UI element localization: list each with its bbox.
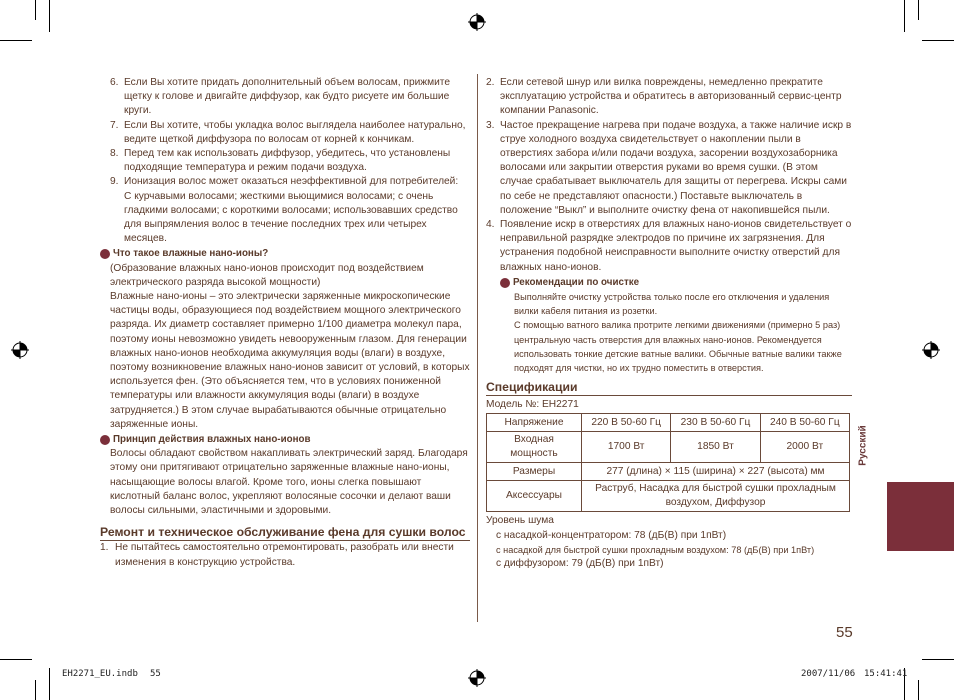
footer-time: 15:41:41 <box>864 669 908 679</box>
item-number: 7. <box>110 119 119 131</box>
principle-description: Волосы обладают свойством накапливать электрический заряд. Благодаря этому они притягивают отрицательно заряженные влажные нано-ионы, насыщающие волосы влагой. Кроме того, ионы слегка повышают кислотный баланс волос, укрепляют волосяные сосочки и делают ваши волосы сильными, эластичными и здоровыми. <box>110 448 468 517</box>
list-item <box>100 76 470 119</box>
crop-mark <box>0 659 32 660</box>
list-item <box>100 175 470 246</box>
language-side-label <box>857 412 897 482</box>
list-item <box>100 119 470 147</box>
nano-ions-heading <box>100 247 470 261</box>
principle-heading <box>100 433 470 447</box>
voltage-value: 240 В 50-60 Гц <box>760 414 849 432</box>
item-number: 8. <box>110 148 119 160</box>
item-extra-text: С курчавыми волосами; жесткими вьющимися волосами; с очень гладкими волосами; с короткими волосами; использовавших средство для выпрямления волос в течение последних трех или четырех месяцев. <box>124 190 458 245</box>
language-tab <box>887 482 954 551</box>
item-text: Если Вы хотите придать дополнительный объем волосам, прижмите щетку к голове и двигайте диффузор, как будто рисуете им большие круги. <box>124 77 451 117</box>
power-value: 1700 Вт <box>582 432 671 463</box>
registration-mark-icon <box>468 669 486 687</box>
footer-date: 2007/11/06 <box>801 669 856 679</box>
left-column <box>100 76 470 570</box>
voltage-value: 220 В 50-60 Гц <box>582 414 671 432</box>
item-number: 9. <box>110 176 119 188</box>
noise-line: с диффузором: 79 (дБ(В) при 1пВт) <box>496 558 664 570</box>
cleaning-method: С помощью ватного валика протрите легкими движениями (примерно 5 раз) центральную часть отверстия для влажных нано-ионов. Рекомендуется использовать тонкие детские ватные валики. Обычные ватные валики также подходят для чистки, но их трудно поместить в отверстия. <box>514 320 842 374</box>
language-label-text: Русский <box>857 425 869 466</box>
item-text: Если сетевой шнур или вилка повреждены, немедленно прекратите эксплуатацию устройства и обратитесь в авторизованный сервис-центр компании Panasonic. <box>500 77 842 117</box>
item-number: 1. <box>100 542 109 554</box>
footer-file-name: EH2271_EU.indb <box>62 669 138 679</box>
crop-mark <box>922 659 954 660</box>
item-number: 4. <box>486 219 495 231</box>
size-value: 277 (длина) × 115 (ширина) × 227 (высота) мм <box>582 463 850 481</box>
power-label: Входная мощность <box>487 432 582 463</box>
bullet-icon <box>100 249 110 259</box>
noise-title: Уровень шума <box>486 515 554 527</box>
item-number: 6. <box>110 77 119 88</box>
bullet-icon <box>100 435 110 445</box>
specifications-title: Спецификации <box>486 379 852 396</box>
table-row <box>487 463 850 481</box>
principle-heading-text: Принцип действия влажных нано-ионов <box>113 434 311 446</box>
usage-tips-list <box>100 76 470 246</box>
accessories-value: Раструб, Насадка для быстрой сушки прохладным воздухом, Диффузор <box>582 481 850 512</box>
bullet-icon <box>500 278 510 288</box>
list-item <box>100 147 470 175</box>
cleaning-heading-text: Рекомендации по очистке <box>513 276 640 288</box>
crop-mark <box>922 40 954 41</box>
nano-ions-heading-text: Что такое влажные нано-ионы? <box>113 248 269 260</box>
noise-line: с насадкой-концентратором: 78 (дБ(В) при 1пВт) <box>496 529 727 541</box>
item-text: Не пытайтесь самостоятельно отремонтировать, разобрать или внести изменения в конструкцию устройства. <box>115 542 454 568</box>
cleaning-instruction: Выполняйте очистку устройства только после его отключения и удаления вилки кабеля питания из розетки. <box>514 292 830 317</box>
item-text: Ионизация волос может оказаться неэффективной для потребителей: <box>124 176 459 188</box>
item-number: 2. <box>486 77 495 88</box>
column-divider <box>477 74 478 622</box>
right-column <box>486 76 852 571</box>
crop-mark <box>35 0 36 20</box>
voltage-label: Напряжение <box>487 414 582 432</box>
crop-mark <box>918 680 919 700</box>
nano-ions-note: (Образование влажных нано-ионов происходит под воздействием электрического разряда высокой мощности) <box>110 262 424 288</box>
registration-mark-icon <box>11 341 29 359</box>
crop-mark <box>0 40 32 41</box>
item-text: Если Вы хотите, чтобы укладка волос выглядела наиболее натурально, ведите щеткой диффузора по волосам от корней к кончикам. <box>124 119 466 145</box>
repair-list <box>100 541 470 569</box>
item-number: 3. <box>486 119 495 131</box>
crop-mark <box>904 0 905 32</box>
crop-mark <box>35 680 36 700</box>
footer-file-page: 55 <box>150 669 161 679</box>
list-item <box>486 218 852 275</box>
repair-list-continued <box>486 76 852 275</box>
cleaning-heading <box>500 276 852 290</box>
list-item <box>100 541 470 569</box>
item-text: Перед тем как использовать диффузор, убедитесь, что установлены подходящие температура и режим подачи воздуха. <box>124 148 451 174</box>
model-number: Модель №: EH2271 <box>486 399 579 411</box>
registration-mark-icon <box>922 341 940 359</box>
list-item <box>486 76 852 119</box>
registration-mark-icon <box>468 13 486 31</box>
power-value: 1850 Вт <box>671 432 760 463</box>
noise-line: с насадкой для быстрой сушки прохладным воздухом: 78 (дБ(В) при 1пВт) <box>496 544 815 555</box>
item-text: Частое прекращение нагрева при подаче воздуха, а также наличие искр в струе холодного воздуха свидетельствует о накоплении пыли в отверстиях забора и/или подачи воздуха, засорении воздухозаборника волосами или закрытии отверстия руками во время сушки. (В этом случае срабатывает выключатель для защиты от перегрева. Искры сами по себе не представляют опасности.) Поставьте выключатель в положение “Выкл” и выполните очистку фена от накопившейся пыли. <box>500 119 852 216</box>
table-row <box>487 414 850 432</box>
power-value: 2000 Вт <box>760 432 849 463</box>
crop-mark <box>49 668 50 700</box>
voltage-value: 230 В 50-60 Гц <box>671 414 760 432</box>
crop-mark <box>918 0 919 20</box>
item-text: Появление искр в отверстиях для влажных нано-ионов свидетельствует о неправильной разрядке электродов по причине их загрязнения. Для устранения подобной неисправности выполните очистку отверстий для влажных нано-ионов. <box>500 219 852 273</box>
nano-ions-description: Влажные нано-ионы – это электрически заряженные микроскопические частицы воды, образующиеся под воздействием мощного электрического разряда. Их диаметр составляет примерно 1/100 диаметра молекул пара, поэтому ионы невозможно увидеть невооруженным глазом. Для генерации влажных нано-ионов необходима аккумуляция воды (влаги) в воздухе, поэтому возникновение влажных нано-ионов зависит от условий, в которых используется фен. (Это объясняется тем, что в условиях пониженной температуры или влажности аккумуляция воды (влаги) в воздухе затрудняется.) В этом случае вырабатываются обычные отрицательно заряженные ионы. <box>110 291 470 430</box>
specifications-table <box>486 413 850 512</box>
accessories-label: Аксессуары <box>487 481 582 512</box>
table-row <box>487 481 850 512</box>
repair-section-title: Ремонт и техническое обслуживание фена для сушки волос <box>100 524 470 541</box>
page-number: 55 <box>836 624 853 641</box>
crop-mark <box>49 0 50 32</box>
size-label: Размеры <box>487 463 582 481</box>
list-item <box>486 119 852 218</box>
table-row <box>487 432 850 463</box>
